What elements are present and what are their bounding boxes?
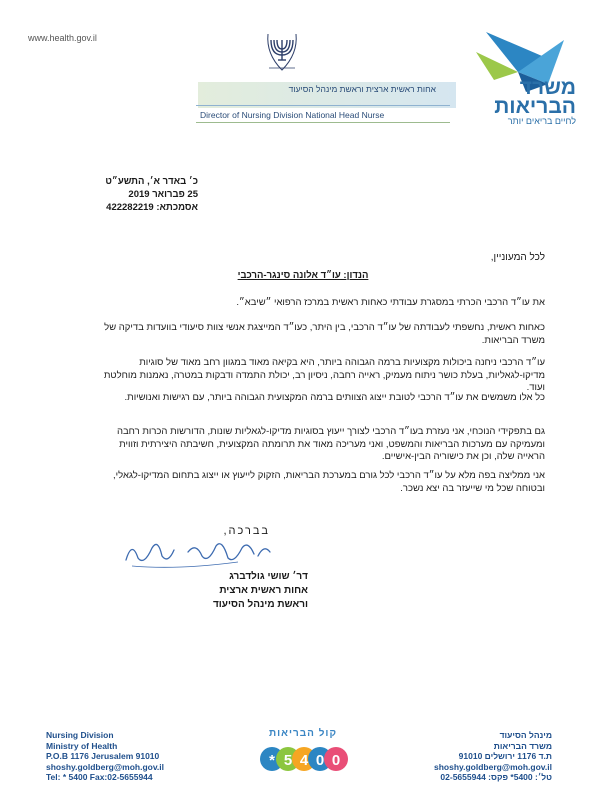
body-paragraph: כל אלו משמשים את עו״ד הרכבי לטובת ייצוג הצוותים ברמה המקצועית הגבוהה ביותר, עם רגישות ואנושיות. bbox=[124, 392, 545, 403]
body-paragraph: עו״ד הרכבי ניחנה ביכולות מקצועיות ברמה הגבוהה ביותר, היא בקיאה מאוד במגוון רחב מאוד של סוגיות מדיקו-לגאליות, בעלת כושר ניתוח מעמיק, ראייה רחבה, ניסיון רב, יכולת התמדה ודבקות במטרה, נאמנות מוחלטת ועוד. bbox=[103, 357, 545, 393]
department-title-en: Director of Nursing Division National Head Nurse bbox=[200, 110, 385, 120]
footer-line: מינהל הסיעוד bbox=[499, 730, 552, 740]
date-gregorian: 25 פברואר 2019 bbox=[128, 189, 198, 200]
body-paragraph: את עו״ד הרכבי הכרתי במסגרת עבודתי כאחות ראשית במרכז הרפואי ״שיבא״. bbox=[236, 297, 545, 308]
footer-line: ת.ד 1176 ירושלים 91010 bbox=[458, 751, 552, 761]
body-paragraph: כאחות ראשית, נחשפתי לעבודתה של עו״ד הרכבי, בין היתר, כעו״ד המייצגת אנשי צוות סיעודי בוועדות בדיקה של משרד הבריאות. bbox=[104, 322, 545, 346]
logo-tagline: לחיים בריאים יותר bbox=[507, 116, 576, 126]
logo-line-1: משרד bbox=[519, 76, 576, 99]
hotline-5400-logo bbox=[258, 744, 348, 774]
department-title-he: אחות ראשית ארצית וראשת מינהל הסיעוד bbox=[288, 84, 436, 94]
hotline-label: קול הבריאות bbox=[268, 728, 337, 739]
footer-line: טל׳: 5400* פקס: 02-5655944 bbox=[440, 772, 552, 782]
footer-email[interactable]: shoshy.goldberg@moh.gov.il bbox=[46, 761, 165, 772]
signer-title: אחות ראשית ארצית bbox=[219, 585, 308, 596]
letter-subject: הנדון: עו״ד אלונה סינגר-הרכבי bbox=[237, 270, 369, 281]
footer-contact-he bbox=[404, 730, 552, 783]
hotline-digit: 0 bbox=[315, 752, 325, 769]
footer-line: Tel: * 5400 Fax:02-5655944 bbox=[46, 772, 153, 782]
menorah-emblem-icon bbox=[262, 30, 302, 74]
hotline-digit: 4 bbox=[299, 752, 309, 769]
handwritten-signature bbox=[118, 530, 278, 572]
footer-line: משרד הבריאות bbox=[493, 740, 552, 751]
date-hebrew: כ׳ באדר א׳, התשע״ט bbox=[105, 176, 198, 187]
body-paragraph: גם בתפקידי הנוכחי, אני נעזרת בעו״ד הרכבי לצורך ייעוץ בסוגיות מדיקו-לגאליות שונות, הדורשות הכרות רחבה ומעמיקה עם מערכות הבריאות והמשפט, ואני מעריכה מאוד את תרומתה המקצועית, חשיבתה היצירתית וזווית הראייה שלה, וכן את כישוריה הבין-אישיים. bbox=[116, 426, 545, 462]
signer-title: וראשת מינהל הסיעוד bbox=[212, 599, 308, 610]
header-divider-lower bbox=[196, 122, 450, 123]
hotline-digit: * bbox=[269, 752, 275, 769]
signer-name: דר׳ שושי גולדברג bbox=[229, 571, 308, 582]
logo-line-2: הבריאות bbox=[494, 95, 576, 118]
footer-line: P.O.B 1176 Jerusalem 91010 bbox=[46, 751, 160, 761]
footer-line: Nursing Division bbox=[46, 730, 114, 740]
reference-number: אסמכתא: 422282219 bbox=[106, 202, 198, 213]
footer-line: Ministry of Health bbox=[46, 740, 118, 751]
header-divider bbox=[196, 105, 450, 106]
closing: בברכה, bbox=[223, 525, 270, 537]
greeting: לכל המעוניין, bbox=[490, 252, 545, 263]
hotline-digit: 0 bbox=[331, 752, 341, 769]
footer-email[interactable]: shoshy.goldberg@moh.gov.il bbox=[433, 761, 552, 772]
hotline-digit: 5 bbox=[283, 752, 293, 769]
website-url[interactable]: www.health.gov.il bbox=[28, 33, 97, 43]
ministry-logo bbox=[466, 78, 576, 126]
footer-contact-en bbox=[46, 730, 196, 783]
date-block bbox=[98, 175, 198, 214]
signature-block bbox=[198, 570, 308, 612]
body-paragraph: אני ממליצה בפה מלא על עו״ד הרכבי לכל גורם במערכת הבריאות, הזקוק לייעוץ או ייצוג בתחום המדיקו-לגאלי, ובטוחה שכל מי שייעזר בה יצא נשכר. bbox=[113, 470, 545, 494]
